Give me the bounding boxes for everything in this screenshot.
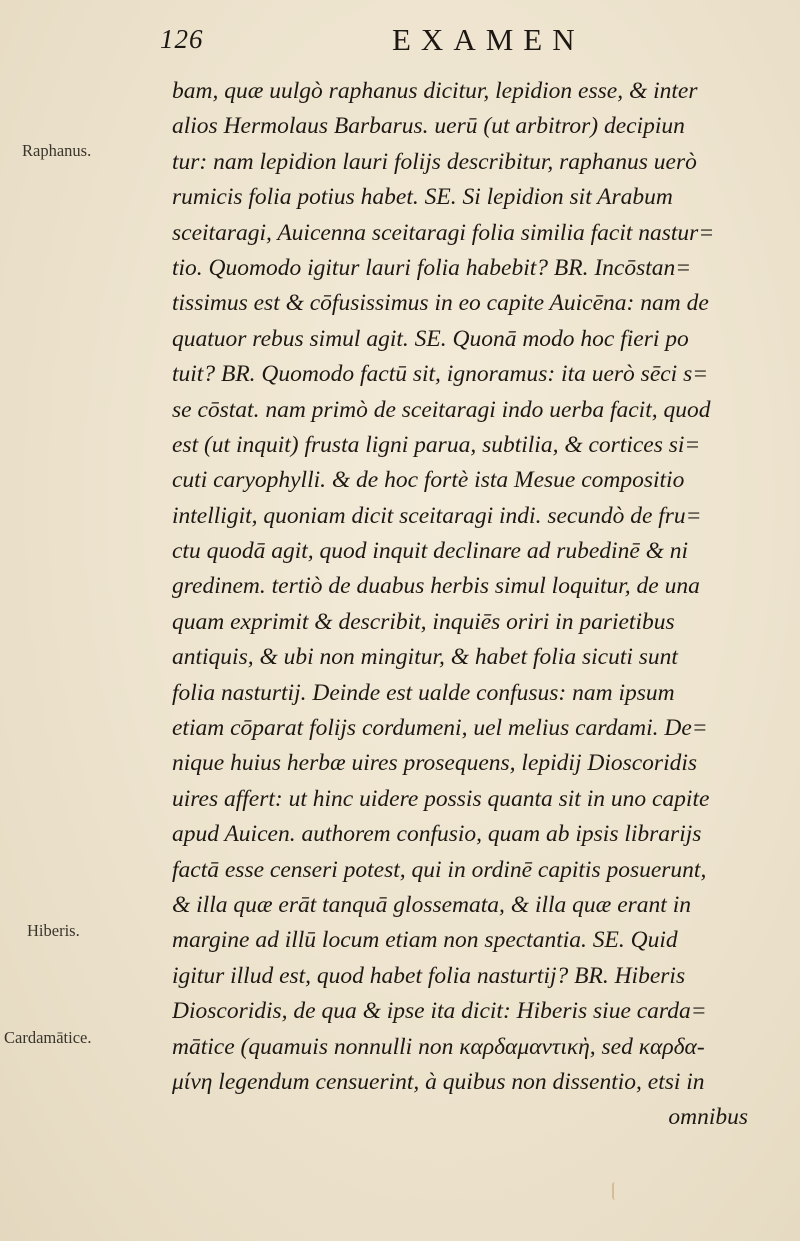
- text-line: sceitaragi, Auicenna sceitaragi folia similia facit nastur=: [172, 219, 715, 246]
- marginal-note-raphanus: Raphanus.: [22, 141, 92, 160]
- text-line: cuti caryophylli. & de hoc fortè ista Mesue compositio: [172, 467, 685, 494]
- page-header: [0, 20, 800, 70]
- text-line: margine ad illū locum etiam non spectantia. SE. Quid: [172, 927, 678, 954]
- text-line: folia nasturtij. Deinde est ualde confusus: nam ipsum: [172, 679, 675, 706]
- text-line: & illa quæ erāt tanquā glossemata, & illa quæ erant in: [172, 891, 691, 918]
- text-line: nique huius herbæ uires prosequens, lepidij Dioscoridis: [172, 750, 698, 777]
- text-line: etiam cōparat folijs cordumeni, uel melius cardami. De=: [172, 715, 708, 742]
- text-line: uires affert: ut hinc uidere possis quanta sit in uno capite: [172, 785, 710, 812]
- catchword: omnibus: [668, 1104, 748, 1131]
- text-line: apud Auicen. authorem confusio, quam ab ipsis librarijs: [172, 821, 702, 848]
- text-line: tio. Quomodo igitur lauri folia habebit? BR. Incōstan=: [172, 254, 692, 281]
- paper-stain: [612, 1182, 618, 1200]
- text-line: gredinem. tertiò de duabus herbis simul loquitur, de una: [172, 573, 700, 600]
- text-line: alios Hermolaus Barbarus. uerū (ut arbitror) decipiun: [172, 113, 685, 140]
- marginal-note-cardamantice: Cardamātice.: [4, 1028, 92, 1047]
- text-line: ctu quodā agit, quod inquit declinare ad rubedinē & ni: [172, 538, 689, 565]
- text-line: se cōstat. nam primò de sceitaragi indo uerba facit, quod: [172, 396, 711, 423]
- text-line: intelligit, quoniam dicit sceitaragi indi. secundò de fru=: [172, 502, 702, 529]
- page-number: 126: [160, 24, 204, 54]
- text-line: tuit? BR. Quomodo factū sit, ignoramus: ita uerò sēci s=: [172, 361, 709, 388]
- text-line: igitur illud est, quod habet folia nasturtij? BR. Hiberis: [172, 962, 686, 989]
- text-line: factā esse censeri potest, qui in ordinē capitis posuerunt,: [172, 856, 707, 883]
- text-line: tissimus est & cōfusissimus in eo capite Auicēna: nam de: [172, 290, 709, 317]
- text-line: antiquis, & ubi non mingitur, & habet folia sicuti sunt: [172, 644, 678, 671]
- text-line: quam exprimit & describit, inquiēs oriri in parietibus: [172, 608, 675, 635]
- marginal-note-hiberis: Hiberis.: [27, 921, 80, 940]
- text-line: μίνη legendum censuerint, à quibus non dissentio, etsi in: [172, 1068, 705, 1095]
- body-text: [172, 74, 772, 1136]
- text-line: rumicis folia potius habet. SE. Si lepidion sit Arabum: [172, 184, 673, 211]
- text-line: tur: nam lepidion lauri folijs describitur, raphanus uerò: [172, 148, 697, 175]
- text-line: quatuor rebus simul agit. SE. Quonā modo hoc fieri po: [172, 325, 689, 352]
- text-line: Dioscoridis, de qua & ipse ita dicit: Hiberis siue carda=: [172, 998, 707, 1025]
- text-line: est (ut inquit) frusta ligni parua, subtilia, & cortices si=: [172, 431, 701, 458]
- text-line: bam, quæ uulgò raphanus dicitur, lepidion esse, & inter: [172, 78, 698, 104]
- text-line: mātice (quamuis nonnulli non καρδαμαντικὴ, sed καρδα-: [172, 1033, 705, 1060]
- running-head: EXAMEN: [392, 22, 585, 57]
